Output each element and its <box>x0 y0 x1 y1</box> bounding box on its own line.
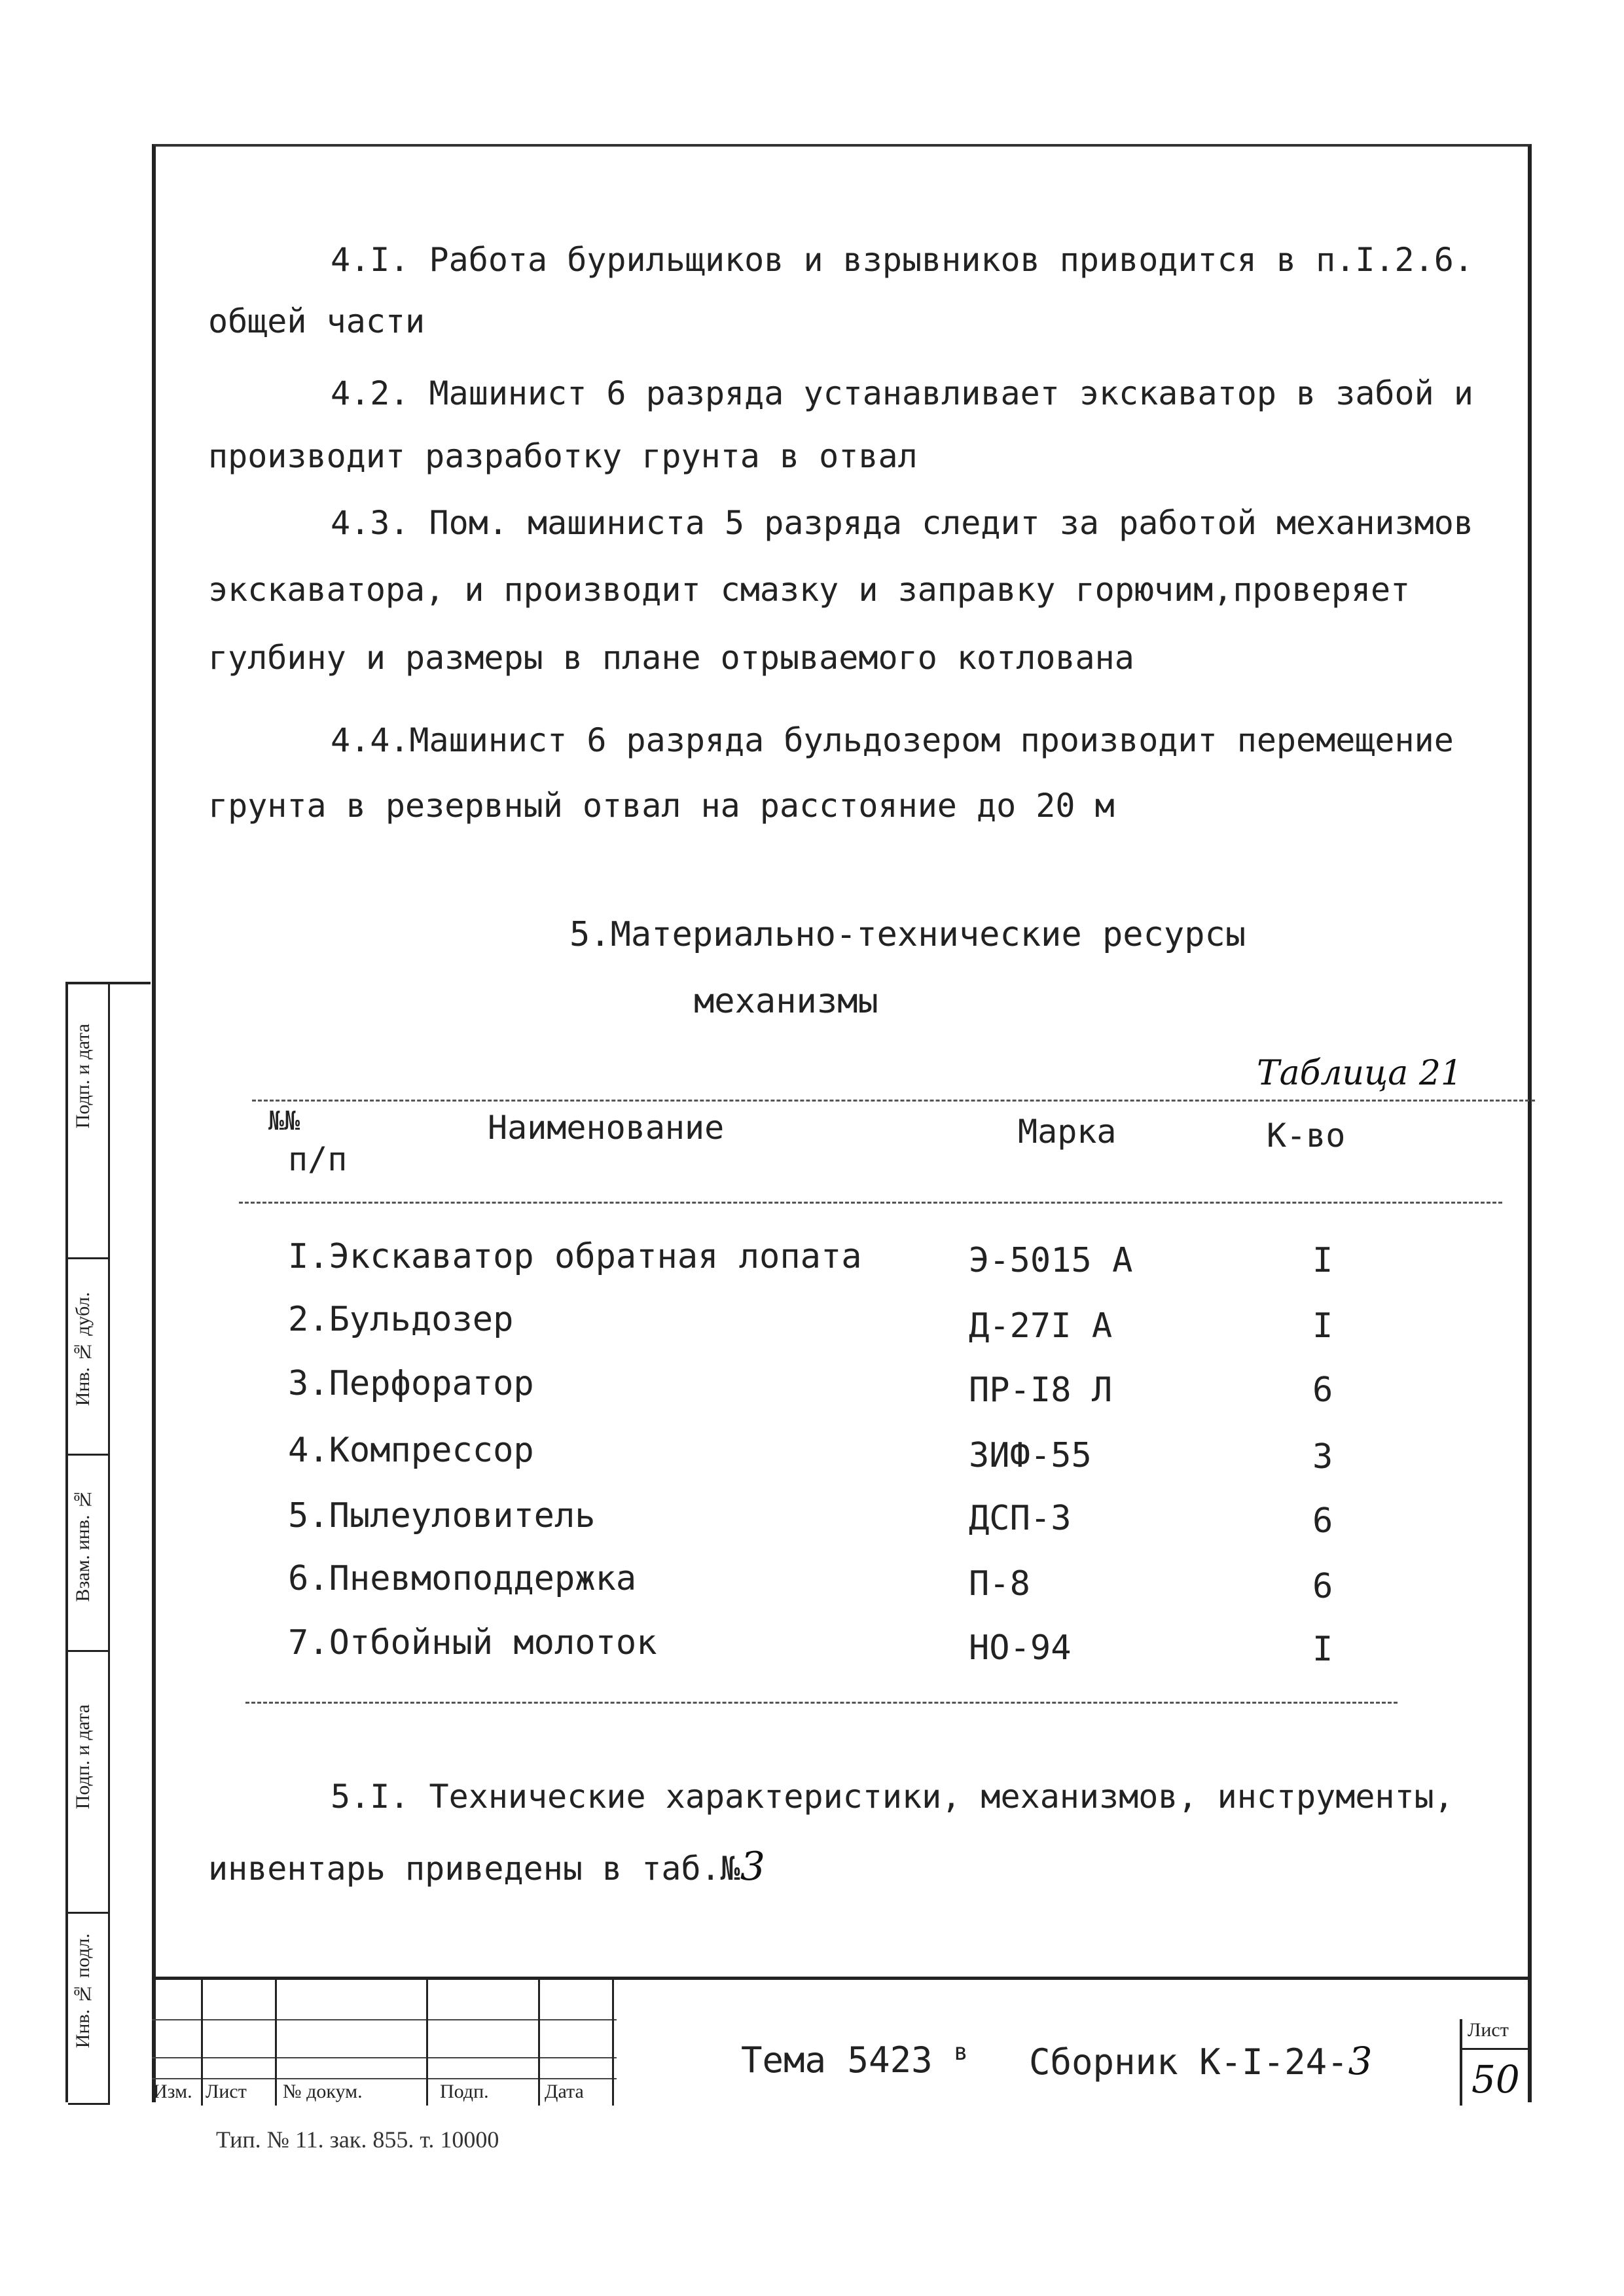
table-top-rule <box>252 1100 1535 1102</box>
table-label: Таблица 21 <box>1257 1054 1463 1093</box>
para-5-1-line1: 5.I. Технические характеристики, механизмов, инструменты, <box>331 1778 1454 1816</box>
section-title: 5.Материально-технические ресурсы <box>569 915 1246 954</box>
para-5-1-line2-text: инвентарь приведены в таб.№ <box>208 1850 740 1888</box>
side-label-dup-inv: Инв. № дубл. <box>72 1292 94 1407</box>
table-header-rule <box>239 1202 1502 1204</box>
row-3-mark: ПР-I8 Л <box>969 1371 1113 1410</box>
sheet-label: Лист <box>1468 2019 1509 2041</box>
row-4-mark: ЗИФ-55 <box>969 1436 1092 1475</box>
row-5-qty: 6 <box>1312 1501 1333 1541</box>
row-4-qty: 3 <box>1312 1437 1333 1477</box>
header-name: Наименование <box>488 1109 725 1147</box>
para-4-3-line3: гулбину и размеры в плане отрываемого котлована <box>208 639 1134 677</box>
sheet-box <box>1460 2019 1532 2106</box>
side-label-replace-inv: Взам. инв. № <box>72 1488 94 1602</box>
para-5-1-line2 <box>208 1844 765 1890</box>
tb-label-doc: № докум. <box>283 2081 363 2102</box>
sbornik-number: 3 <box>1348 2039 1373 2083</box>
row-7-mark: НО-94 <box>969 1628 1072 1668</box>
row-1-qty: I <box>1312 1241 1333 1280</box>
row-3-qty: 6 <box>1312 1371 1333 1410</box>
header-num-line2: п/п <box>288 1140 348 1178</box>
para-4-4-line1: 4.4.Машинист 6 разряда бульдозером производит перемещение <box>331 721 1454 759</box>
tema-text <box>741 2039 968 2081</box>
row-2-mark: Д-27I А <box>969 1306 1113 1346</box>
header-mark: Марка <box>1018 1113 1117 1151</box>
para-4-1-line1: 4.I. Работа бурильщиков и взрывников приводится в п.I.2.6. <box>331 241 1473 279</box>
table-bottom-rule <box>245 1702 1398 1704</box>
tema-suffix: в <box>954 2039 968 2066</box>
side-cell-orig-inv <box>68 1914 110 2105</box>
para-4-3-line1: 4.3. Пом. машиниста 5 разряда следит за работой механизмов <box>331 504 1473 542</box>
header-num: №№ <box>268 1106 300 1136</box>
sheet-divider <box>1462 2048 1532 2050</box>
para-4-1-line2: общей части <box>208 302 425 340</box>
side-cell-replace-inv <box>68 1456 110 1652</box>
row-1-name: I.Экскаватор обратная лопата <box>288 1237 862 1276</box>
row-7-name: 7.Отбойный молоток <box>288 1623 657 1662</box>
row-2-name: 2.Бульдозер <box>288 1300 514 1339</box>
para-4-4-line2: грунта в резервный отвал на расстояние до 20 м <box>208 787 1115 825</box>
side-label-orig-inv: Инв. № подл. <box>72 1933 94 2049</box>
side-cell-sign-date <box>68 984 110 1259</box>
row-6-name: 6.Пневмоподдержка <box>288 1559 637 1598</box>
row-7-qty: I <box>1312 1630 1333 1669</box>
side-cell-sign-date-2 <box>68 1652 110 1914</box>
header-qty: К-во <box>1267 1117 1346 1155</box>
title-block-grid <box>152 1980 617 2106</box>
side-stamp <box>65 982 151 2102</box>
side-cell-dup-inv <box>68 1259 110 1456</box>
tb-label-date: Дата <box>545 2081 584 2102</box>
row-6-qty: 6 <box>1312 1567 1333 1606</box>
side-label-sign-date: Подп. и дата <box>72 1024 94 1129</box>
sbornik-text <box>1029 2039 1373 2083</box>
tb-label-izm: Изм. <box>153 2081 192 2102</box>
row-2-qty: I <box>1312 1306 1333 1346</box>
row-5-mark: ДСП-3 <box>969 1499 1072 1538</box>
sheet-number: 50 <box>1471 2057 1520 2102</box>
row-1-mark: Э-5015 А <box>969 1241 1133 1280</box>
tb-label-sign: Подп. <box>440 2081 489 2102</box>
row-3-name: 3.Перфоратор <box>288 1364 534 1403</box>
row-6-mark: П-8 <box>969 1564 1030 1604</box>
title-block <box>152 1977 1532 2102</box>
para-4-2-line1: 4.2. Машинист 6 разряда устанавливает экскаватор в забой и <box>331 374 1473 412</box>
para-4-3-line2: экскаватора, и производит смазку и заправку горючим,проверяет <box>208 571 1411 609</box>
tb-label-list: Лист <box>206 2081 247 2102</box>
para-4-2-line2: производит разработку грунта в отвал <box>208 437 918 475</box>
side-label-sign-date-2: Подп. и дата <box>72 1704 94 1810</box>
table-ref-number: 3 <box>740 1844 765 1890</box>
print-info: Тип. № 11. зак. 855. т. 10000 <box>216 2126 499 2153</box>
section-subtitle: механизмы <box>694 982 878 1021</box>
sbornik-label: Сборник К-I-24- <box>1029 2041 1348 2083</box>
tema-label: Тема 5423 <box>741 2039 933 2081</box>
row-4-name: 4.Компрессор <box>288 1431 534 1470</box>
row-5-name: 5.Пылеуловитель <box>288 1496 596 1535</box>
